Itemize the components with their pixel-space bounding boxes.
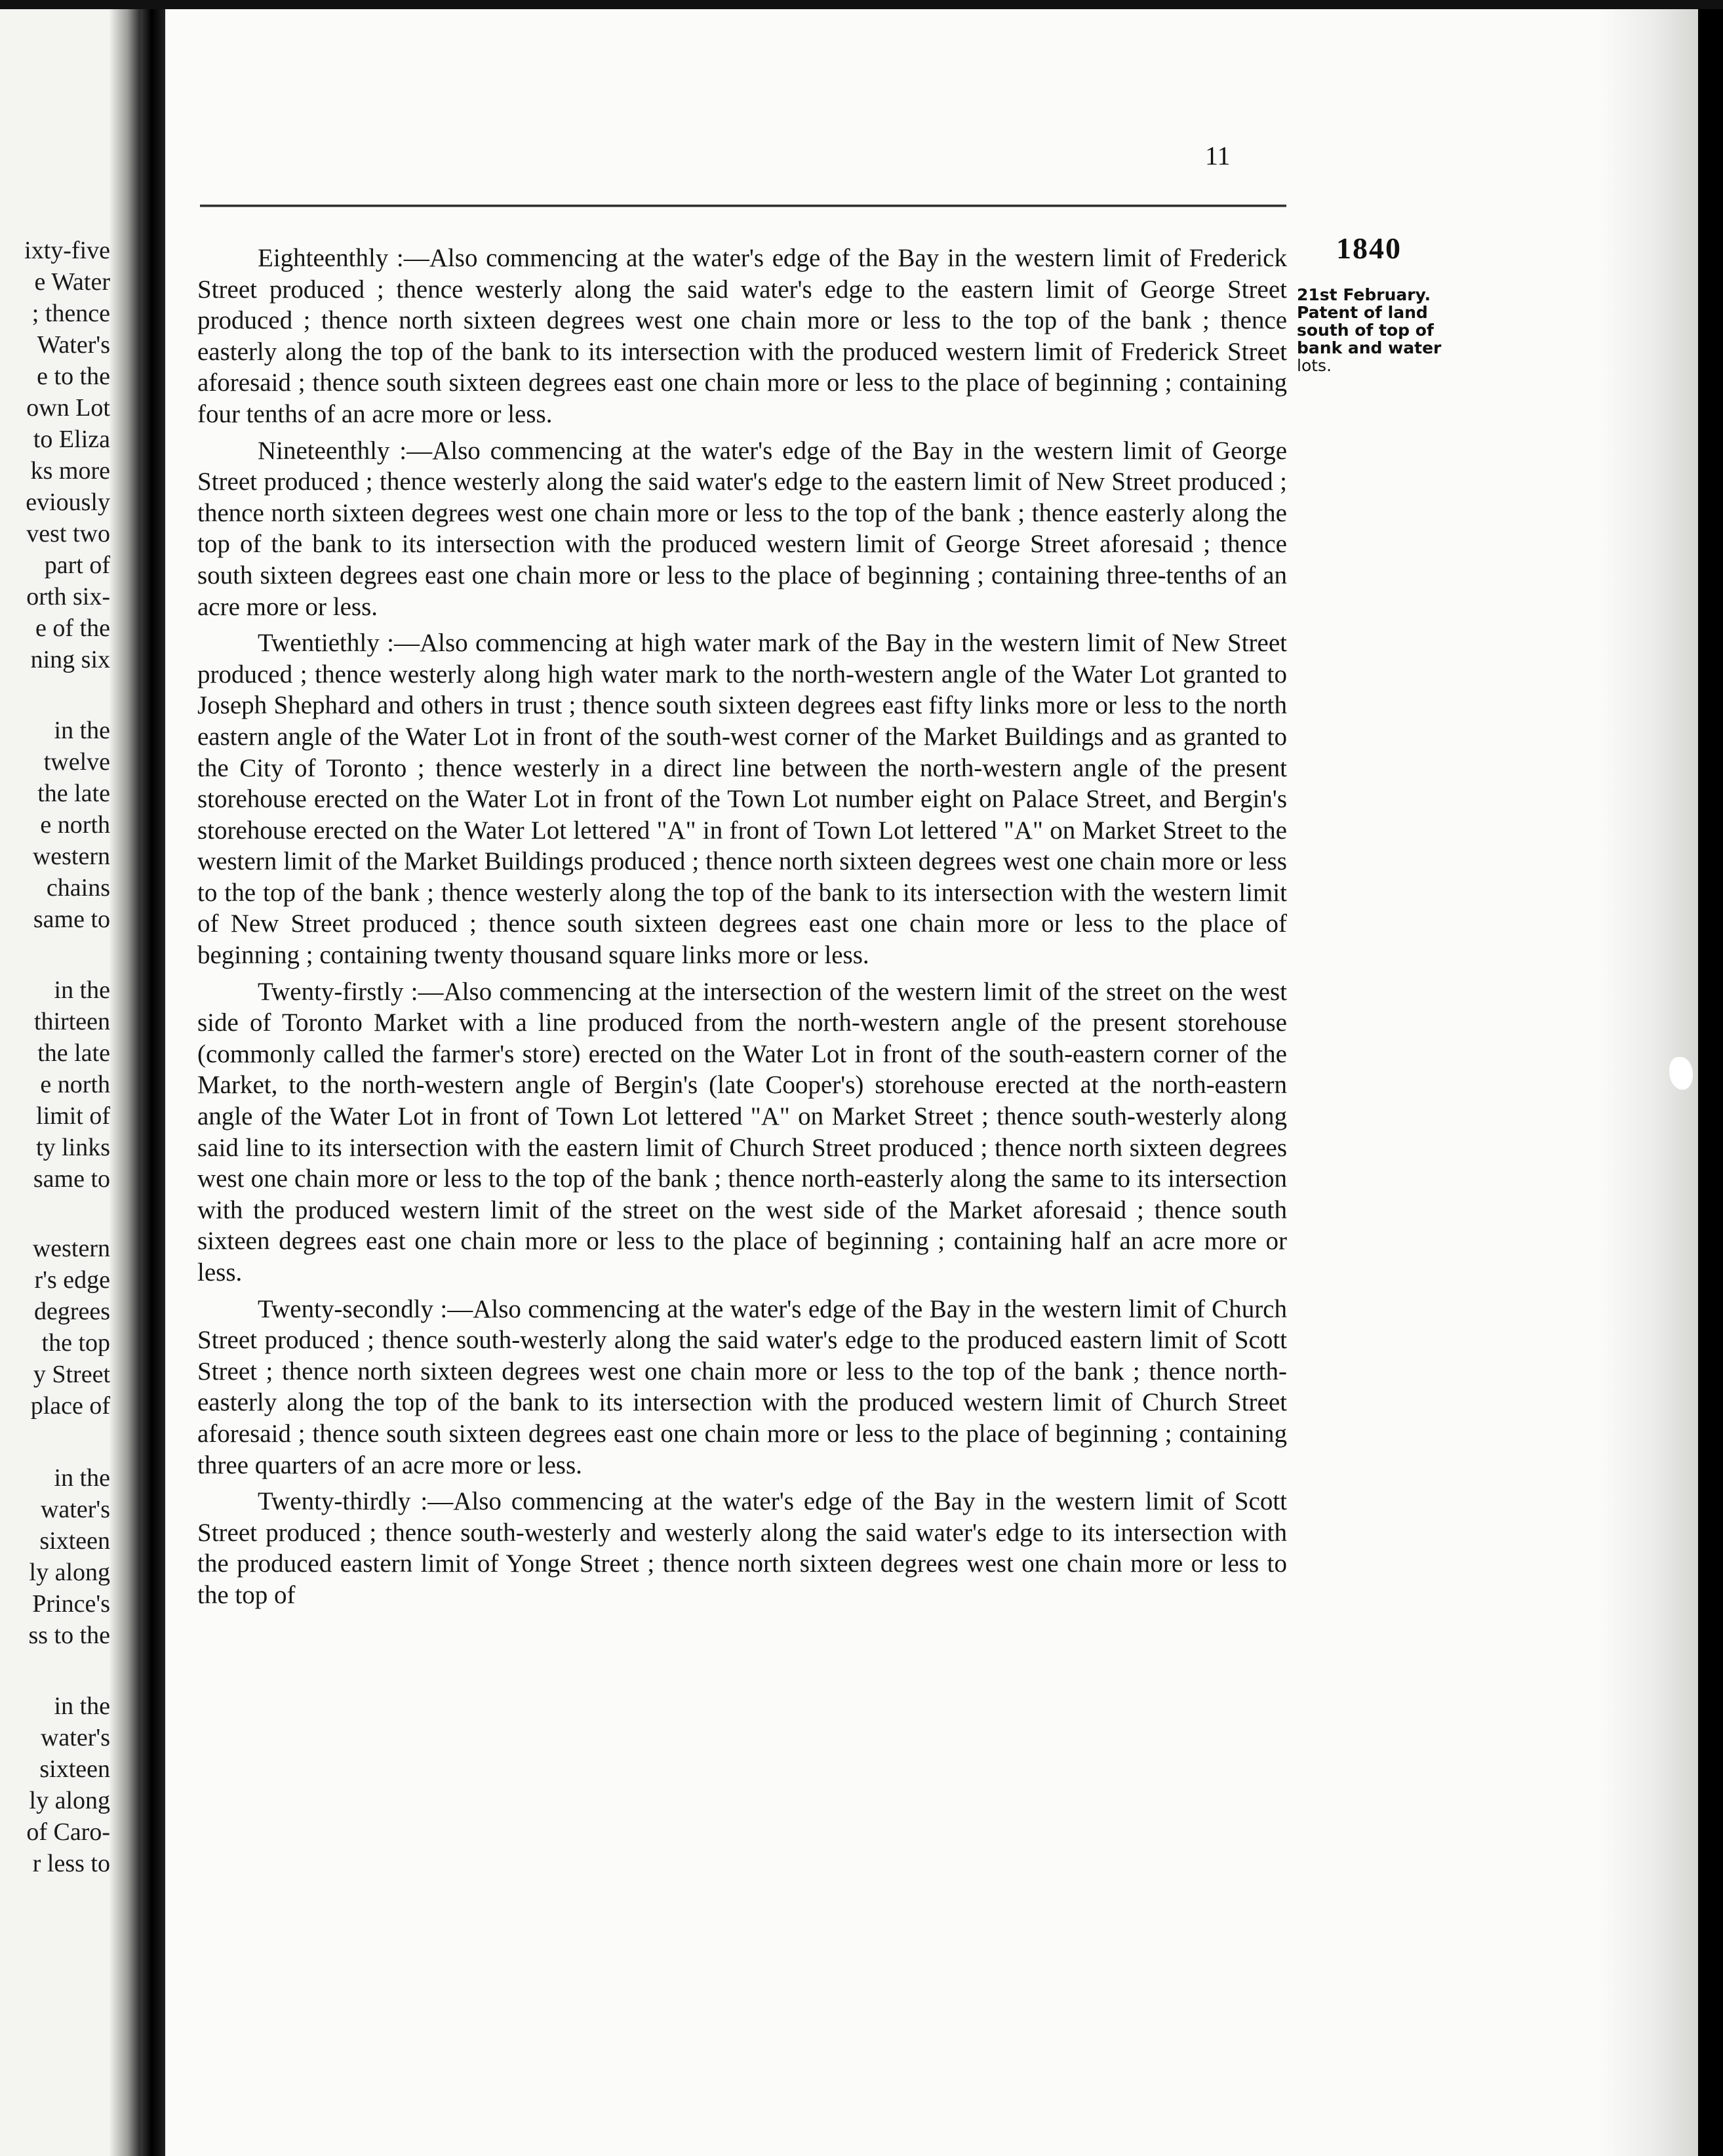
scan-top-border [0,0,1723,9]
paragraph-twenty-thirdly: Twenty-thirdly :—Also commencing at the water's edge of the Bay in the western limit of Scott Street produced ; thence south-westerly and westerly along the said water's edge to its intersection with the produced eastern limit of Yonge Street ; thence north sixteen degrees west one chain more or less to the top of [197,1487,1287,1609]
left-page-fragment: to Eliza [33,426,110,453]
paragraph-twentiethly: Twentiethly :—Also commencing at high water mark of the Bay in the western limit of New Street produced ; thence westerly along high water mark to the north-western angle of the Water Lot granted to Joseph Shephard and others in trust ; thence south sixteen degrees east fifty links more or less to the north eastern angle of the Water Lot in front of the south-west corner of the Market Buildings and as granted to the City of Toronto ; thence westerly in a direct line between the north-western angle of the present storehouse erected on the Water Lot in front of the Town Lot number eight on Palace Street, and Bergin's storehouse erected on the Water Lot lettered "A" in front of Town Lot lettered "A" on Market Street to the western limit of the Market Buildings produced ; thence north sixteen degrees west one chain more or less to the top of the bank ; thence westerly along the top of the bank to its intersection with the western limit of New Street produced ; thence south sixteen degrees east one chain more or less to the place of beginning ; containing twenty thousand square links more or less. [197,629,1287,970]
left-page-fragment: e to the [37,363,110,390]
left-page-fragment: ly along [29,1787,110,1814]
left-page-fragment: ixty-five [24,237,110,264]
paragraph-eighteenthly: Eighteenthly :—Also commencing at the water's edge of the Bay in the western limit of Frederick Street produced ; thence westerly along the said water's edge to the eastern limit of George Street produced ; thence north sixteen degrees west one chain more or less to the top of the bank ; thence easterly along the top of the bank to its intersection with the produced western limit of Frederick Street aforesaid ; thence south sixteen degrees east one chain more or less to the place of beginning ; containing four tenths of an acre more or less. [197,244,1287,428]
left-page-fragment: thirteen [33,1008,110,1035]
page-number: 11 [1205,141,1231,170]
left-page-fragment: r less to [32,1850,110,1877]
left-page-fragment: place of [30,1392,110,1420]
left-page-fragment: ks more [30,457,110,485]
paragraph-twenty-secondly: Twenty-secondly :—Also commencing at the water's edge of the Bay in the western limit of Church Street produced ; thence south-westerly along the said water's edge to the produced eastern limit of Scott Street ; thence north sixteen degrees west one chain more or less to the top of the bank ; thence north-easterly along the top of the bank to its intersection with the produced western limit of Church Street aforesaid ; thence south sixteen degrees east one chain more or less to the place of beginning ; containing three quarters of an acre more or less. [197,1294,1287,1479]
left-page-fragment: Prince's [32,1590,110,1618]
left-page-fragment: in the [54,717,110,744]
left-page-fragment: same to [33,906,110,933]
left-page-fragment: water's [40,1724,110,1751]
left-page-fragment: ; thence [31,300,110,327]
left-page-fragment: the top [41,1329,110,1357]
paragraph-nineteenthly: Nineteenthly :—Also commencing at the water's edge of the Bay in the western limit of George Street produced ; thence westerly along the said water's edge to the eastern limit of New Street produced ; thence north sixteen degrees west one chain more or less to the top of the bank ; thence easterly along the top of the bank to its intersection with the produced western limit of George Street aforesaid ; thence south sixteen degrees east one chain more or less to the place of beginning ; containing three-tenths of an acre more or less. [197,436,1287,621]
left-page-fragment: twelve [43,748,110,776]
margin-note-text: 21st February. Patent of land south of top of bank and water [1297,285,1442,357]
left-page-fragment: ty links [36,1134,110,1161]
left-page-fragment: water's [40,1496,110,1523]
margin-year: 1840 [1336,231,1402,265]
left-page-fragment: ning six [30,646,110,673]
left-page-fragment: sixteen [39,1755,110,1783]
header-rule [200,205,1286,207]
left-page-fragment: e north [40,1071,110,1098]
left-page-fragment: vest two [26,520,110,548]
paragraph-twenty-firstly: Twenty-firstly :—Also commencing at the intersection of the western limit of the street on the west side of Toronto Market with a line produced from the north-western angle of the present storehouse (commonly called the farmer's store) erected on the Water Lot in front of the south-eastern corner of the Market, to the north-western angle of Bergin's (late Cooper's) storehouse erected at the north-eastern angle of the Water Lot in front of Town Lot lettered "A" on Market Street ; thence south-westerly along said line to its intersection with the eastern limit of Church Street produced ; thence north sixteen degrees west one chain more or less to the top of the bank ; thence north-easterly along the same to its intersection with the produced western limit of the street on the west side of the Market aforesaid ; thence south sixteen degrees east one chain more or less to the place of beginning ; containing half an acre more or less. [197,977,1287,1287]
left-page-fragment: y Street [33,1361,110,1388]
left-page-fragment: in the [54,976,110,1004]
left-page-fragment: degrees [33,1298,110,1325]
margin-note-lots: lots. [1297,356,1332,375]
left-page-fragment: chains [46,874,110,902]
left-page-fragment: e north [40,811,110,839]
left-page-fragment: western [32,1235,110,1262]
left-page-fragment: r's edge [34,1266,110,1294]
left-page-edge [0,9,140,2156]
left-page-fragment: ss to the [28,1622,110,1649]
book-spine-shadow [140,9,165,2156]
left-page-fragment: Water's [37,331,110,359]
left-page-fragment: eviously [26,489,110,516]
body-text [197,243,1287,1616]
left-page-fragment: orth six- [26,583,110,610]
left-page-fragment: e Water [34,268,110,296]
left-page-fragment: the late [37,780,110,807]
left-page-fragment: the late [37,1039,110,1067]
left-page-fragment: part of [44,551,110,579]
left-page-fragment: in the [54,1464,110,1492]
left-page-fragment: sixteen [39,1527,110,1555]
left-page-fragment: ly along [29,1559,110,1586]
left-page-gutter [109,9,140,2156]
left-page-fragment: of Caro- [26,1818,110,1846]
left-page-fragment: western [32,843,110,870]
left-page-fragment: own Lot [26,394,110,422]
left-page-fragment: same to [33,1165,110,1193]
left-page-fragment: limit of [36,1102,110,1130]
left-page-fragment: in the [54,1692,110,1720]
margin-note [1297,286,1474,374]
left-page-fragment: e of the [35,614,110,642]
